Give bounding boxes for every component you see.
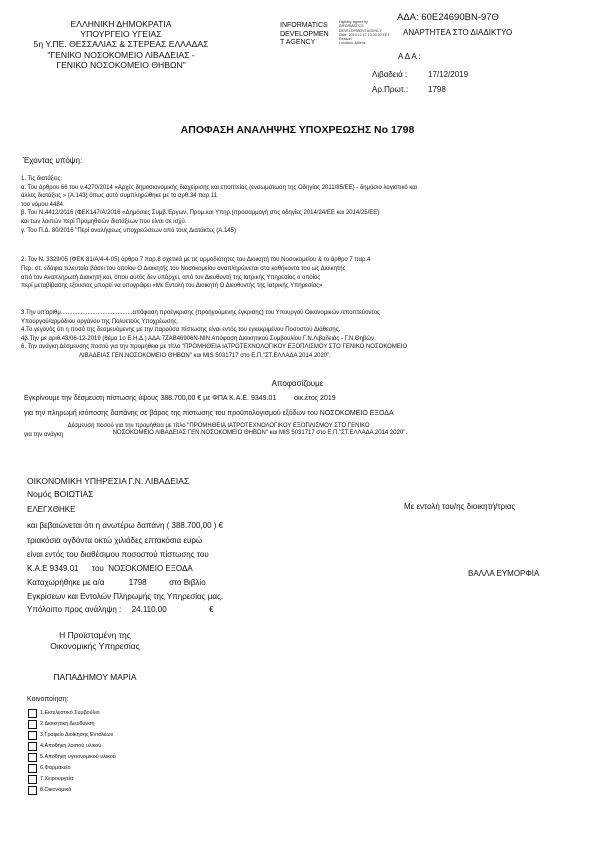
- date-label: Λιβαδειά :: [372, 70, 408, 79]
- issuer-line-4: "ΓΕΝΙΚΟ ΝΟΣΟΚΟΜΕΙΟ ΛΙΒΑΔΕΙΑΣ -: [47, 49, 195, 60]
- distribution-item-label: 6.Φαρμακείο: [40, 765, 71, 772]
- finance-registered-label: Καταχωρήθηκε με α/α: [27, 578, 105, 587]
- finance-kae: Κ.Α.Ε 9349.01 του ΝΟΣΟΚΟΜΕΙΟ ΕΞΟΔΑ: [27, 564, 193, 573]
- provision-2-c: από τον Αναπληρωτή Διοικητή και, όπου αυτός δεν υπάρχει, από τον Διευθυντή της Ιατρικής Υπηρεσίας ο οποίος: [21, 274, 321, 281]
- approval-need-label: για την ανάγκη: [24, 432, 64, 438]
- provision-a: α. Του άρθρου 66 του ν.4270/2014 «Αρχές δημοσιονομικής διαχείρισης και εποπτείας (ενσωμάτωση της Οδηγίας 2011/85/ΕΕ) - δημόσιο λογιστικό και: [21, 184, 418, 191]
- distribution-item: [28, 708, 116, 719]
- finance-remaining-currency: €: [209, 605, 214, 614]
- approval-kae: 9349.01: [250, 395, 277, 402]
- issuer-line-3: 5η Υ.ΠΕ. ΘΕΣΣΑΛΙΑΣ & ΣΤΕΡΕΑΣ ΕΛΛΑΔΑΣ: [33, 39, 209, 50]
- finance-certify: και βεβαιώνεται ότι η ανωτέρω δαπάνη ( 388.700,00 ) €: [27, 521, 224, 530]
- approval-line-3: [24, 423, 407, 441]
- signature-detail: Digitally signed by: [339, 20, 368, 24]
- date-value: 17/12/2019: [428, 70, 469, 79]
- distribution-item: [28, 730, 116, 741]
- considering-heading: Έχοντας υπόψη:: [23, 156, 83, 165]
- issuer-line-1: ΕΛΛΗΝΙΚΗ ΔΗΜΟΚΡΑΤΙΑ: [70, 19, 172, 29]
- director-name: ΒΑΛΛΑ ΕΥΜΟΡΦΙΑ: [468, 569, 540, 578]
- distribution-item: [28, 774, 116, 785]
- finance-orders: Εγκρίσεων και Εντολών Πληρωμής της Υπηρεσίας μας.: [27, 592, 224, 601]
- provisions-block: [21, 175, 417, 235]
- approval-text: Εγκρίνουμε την δέσμευση πίστωσης ύψους: [24, 395, 159, 402]
- provision-2-block: [21, 256, 370, 291]
- finance-head-1: Η Προϊσταμένη της: [59, 630, 131, 640]
- finance-remaining-label: Υπόλοιπο προς ανάληψη :: [27, 605, 122, 614]
- provision-b: β. Του Ν.4412/2016 (ΦΕΚ147/Α/2016 «Δημόσιες Συμβ.Έργων, Προμ.και Υπηρ.(προσαρμογή στις οδηγίες 2014/24/ΕΕ και 2014/25/ΕΕ): [21, 210, 380, 217]
- approval-amount: 388.700,00 €: [160, 395, 202, 402]
- provision-a-3: του νόμου 4484.: [21, 201, 65, 208]
- checkbox[interactable]: [28, 709, 37, 718]
- decision-heading: Αποφασίζουμε: [271, 379, 324, 388]
- finance-registered: [27, 578, 206, 588]
- issuer-block: [16, 19, 226, 70]
- finance-book: στο Βιβλίο: [169, 578, 206, 587]
- finance-remaining-value: 24.110,00: [131, 605, 167, 614]
- distribution-list: [28, 708, 116, 796]
- checkbox[interactable]: [28, 720, 37, 729]
- approval-need-line: Δέσμευση ποσού για την προμήθεια με τίτλο "ΠΡΟΜΗΘΕΙΑ ΙΑΤΡΟΤΕΧΝΟΛΟΓΙΚΟΥ ΕΞΟΠΛΙΣΜΟΥ ΣΤΟ ΓΕΝΙΚΟ: [67, 423, 370, 429]
- distribution-item-label: 3.Γραφείο Διοίκησης Εντολέων: [40, 732, 114, 739]
- distribution-item: [28, 763, 116, 774]
- distribution-item-label: 2.Διοικητική Διευθύνση: [40, 721, 95, 728]
- provision-c: γ. Του Π.Δ. 80/2016 "Περί αναλήψεως υποχρεώσεων από τους Διατάκτες (Α.145): [21, 227, 236, 234]
- agency-line-1: INFORMATICS: [280, 22, 328, 29]
- provision-2-b: Περ. στ. εδάφια τελευταία βάσει του οποίου Ο Διοικητής του Νοσοκομείου αναπληρώνεται στα καθήκοντα του ως Διοικητής: [21, 265, 346, 272]
- distribution-item-label: 5.Αποθήκη υγειονομικού υλικού: [40, 754, 116, 761]
- distribution-item-label: 7.Χειρουργεία: [40, 776, 74, 783]
- provision-a-2: άλλες διατάξεις » (Α.143) όπως αυτό συμπληρώθηκε με το αρθ.34 παρ.11: [21, 193, 218, 200]
- signature-detail: Reason:: [339, 37, 353, 42]
- checkbox[interactable]: [28, 731, 37, 740]
- distribution-item: [28, 719, 116, 730]
- approval-kae-label: με ΦΠΑ Κ.Α.Ε.: [203, 395, 249, 402]
- posted-online: ΑΝΑΡΤΗΤΕΑ ΣΤΟ ΔΙΑΔΙΚΤΥΟ: [403, 28, 513, 37]
- checkbox[interactable]: [28, 775, 37, 784]
- finance-words: τριακόσια ογδόντα οκτώ χιλιάδες επτακόσια ευρώ: [27, 536, 203, 545]
- signature-details: [339, 20, 390, 46]
- distribution-item-label: 4.Αποθήκη λοιπού υλικού: [40, 743, 102, 750]
- finance-head-name: ΠΑΠΑΔΗΜΟΥ ΜΑΡΙΑ: [53, 672, 137, 682]
- provision-6-b: ΛΙΒΑΔΕΙΑΣ ΓΕΝ.ΝΟΣΟΚΟΜΕΙΟ ΘΗΒΩΝ" και MIS 5031717 στο Ε.Π."ΣΤ.ΕΛΛΑΔΑ 2014 2020".: [79, 352, 331, 359]
- provision-2: 2. Τον Ν. 3329/05 (ΦΕΚ 81/Α/4-4-05) άρθρο 7 παρ.8 σχετικά με τις αρμοδιότητες του Διοικητή του Νοσοκομείου & το άρθρο 7 παρ.4: [21, 257, 371, 263]
- approval-need-text: [68, 423, 408, 437]
- finance-prefecture: Νομός ΒΟΙΩΤΙΑΣ: [27, 489, 94, 499]
- provision-3-b: Υπουργού/αρμόδιου οργάνου της Πολυετούς Υποχρέωσης.: [21, 318, 179, 325]
- provision-2-d: περί μεταβίβασης εξουσιας μπορεί να υπογράφει «Με Εντολή του Διοικητή Ο Διευθυντής της Ιατρικής Υπηρεσίας»: [21, 283, 323, 290]
- provision-5: 4β.Την με αριθ.43/06-12-2019 (θέμα 1ο Ε.Η.Δ.) ΑΔΑ:7ΖΑΒ46906Ν-ΝΙΝ Απόφαση Διοικητικού Συμβουλίου Γ.Ν.Λιβαδειάς - Γ.Ν.Θηβών.: [21, 335, 376, 342]
- distribution-item-label: 1.Εκτελεστικό Συμβούλιο: [40, 710, 100, 717]
- page-title: ΑΠΟΦΑΣΗ ΑΝΑΛΗΨΗΣ ΥΠΟΧΡΕΩΣΗΣ Νο 1798: [180, 124, 415, 136]
- provision-3-block: [21, 309, 407, 360]
- issuer-line-5: ΓΕΝΙΚΟ ΝΟΣΟΚΟΜΕΙΟ ΘΗΒΩΝ": [56, 59, 186, 70]
- signature-detail: INFORMATICS: [339, 24, 364, 29]
- signature-detail: Location: Athens: [339, 41, 366, 46]
- distribution-item-label: 8.Οικονομικό: [40, 787, 72, 794]
- issuer-line-2: ΥΠΟΥΡΓΕΙΟ ΥΓΕΙΑΣ: [80, 29, 162, 40]
- finance-remaining: [27, 605, 214, 615]
- ada-top: ΑΔΑ: 60Ε24690ΒΝ-97Θ: [397, 12, 499, 23]
- distribution-item: [28, 752, 116, 763]
- distribution-item: [28, 785, 116, 796]
- approval-fiscal-year: οικ.έτος 2019: [294, 395, 336, 402]
- finance-head-2: Οικονομικής Υπηρεσίας: [50, 641, 140, 651]
- finance-service: ΟΙΚΟΝΟΜΙΚΗ ΥΠΗΡΕΣΙΑ Γ.Ν. ΛΙΒΑΔΕΙΑΣ: [27, 476, 190, 486]
- finance-within: είναι εντός του διαθέσιμου ποσοστού πίστωσης του: [27, 550, 209, 559]
- protocol-label: Αρ.Πρωτ.:: [372, 85, 409, 94]
- finance-checked: ΕΛΕΓΧΘΗΚΕ: [27, 505, 76, 514]
- provision-6: 6. Την ανάγκη Δέσμευσης ποσού για την προμήθεια με τίτλο "ΠΡΟΜΗΘΕΙΑ ΙΑΤΡΟΤΕΧΝΟΛΟΓΙΚΟΥ ΕΞΟΠΛΙΣΜΟΥ ΣΤΟ ΓΕΝΙΚΟ ΝΟΣΟΚΟΜΕΙΟ: [21, 344, 408, 350]
- approval-line-2: για την πληρωμή ισόποσης δαπάνης σε βάρος της πίστωσης του προϋπολογισμού εξόδων του ΝΟΣΟΚΟΜΕΙΟ ΕΞΟΔΑ: [24, 410, 394, 417]
- digital-signature-stamp: [280, 22, 329, 48]
- agency-line-3: T AGENCY: [280, 39, 316, 46]
- checkbox[interactable]: [28, 742, 37, 751]
- signature-detail: DEVELOPMENT AGENCY: [339, 28, 383, 33]
- approval-need-line: ΝΟΣΟΚΟΜΕΙΟ ΛΙΒΑΔΕΙΑΣ ΓΕΝ.ΝΟΣΟΚΟΜΕΙΟ ΘΗΒΩΝ" και MIS 5031717 στο Ε.Π."ΣΤ.ΕΛΛΑΔΑ 2014 2020".: [112, 430, 408, 436]
- provision-1-title: 1. Τις διατάξεις:: [21, 176, 63, 182]
- signature-detail: Date: 2019.12.17 13:09:30 EET: [339, 32, 390, 37]
- protocol-value: 1798: [428, 85, 446, 94]
- ada-label: Α Δ Α :: [398, 52, 421, 61]
- approval-line-1: [24, 395, 336, 403]
- agency-line-2: DEVELOPMEN: [280, 30, 329, 38]
- provision-3: 3.Την υπ'αριθμ...........................................απόφαση προέγκρισης (προηγούμενης έγκρισης) του Υπουργού Οικονομικών /επoπτεύοντος: [21, 310, 380, 316]
- distribution-item: [28, 741, 116, 752]
- distribution-title: Κοινοποίηση:: [27, 696, 69, 703]
- checkbox[interactable]: [28, 786, 37, 795]
- checkbox[interactable]: [28, 764, 37, 773]
- checkbox[interactable]: [28, 753, 37, 762]
- provision-b-2: και των λοιπών περί Προμηθειών διατάξεων που είναι σε ισχύ.: [21, 218, 187, 225]
- provision-4: 4.Το γεγονός ότι η ποσό της δεσμευόμενης με την παρούσα πίστωσης είναι εντός του εγκεκριμένου Ποσοστού Διάθεσης.: [21, 327, 341, 333]
- finance-registered-no: 1798: [128, 578, 147, 587]
- order-of-director: Με εντολή του/ης διοικητή/τριας: [404, 502, 516, 511]
